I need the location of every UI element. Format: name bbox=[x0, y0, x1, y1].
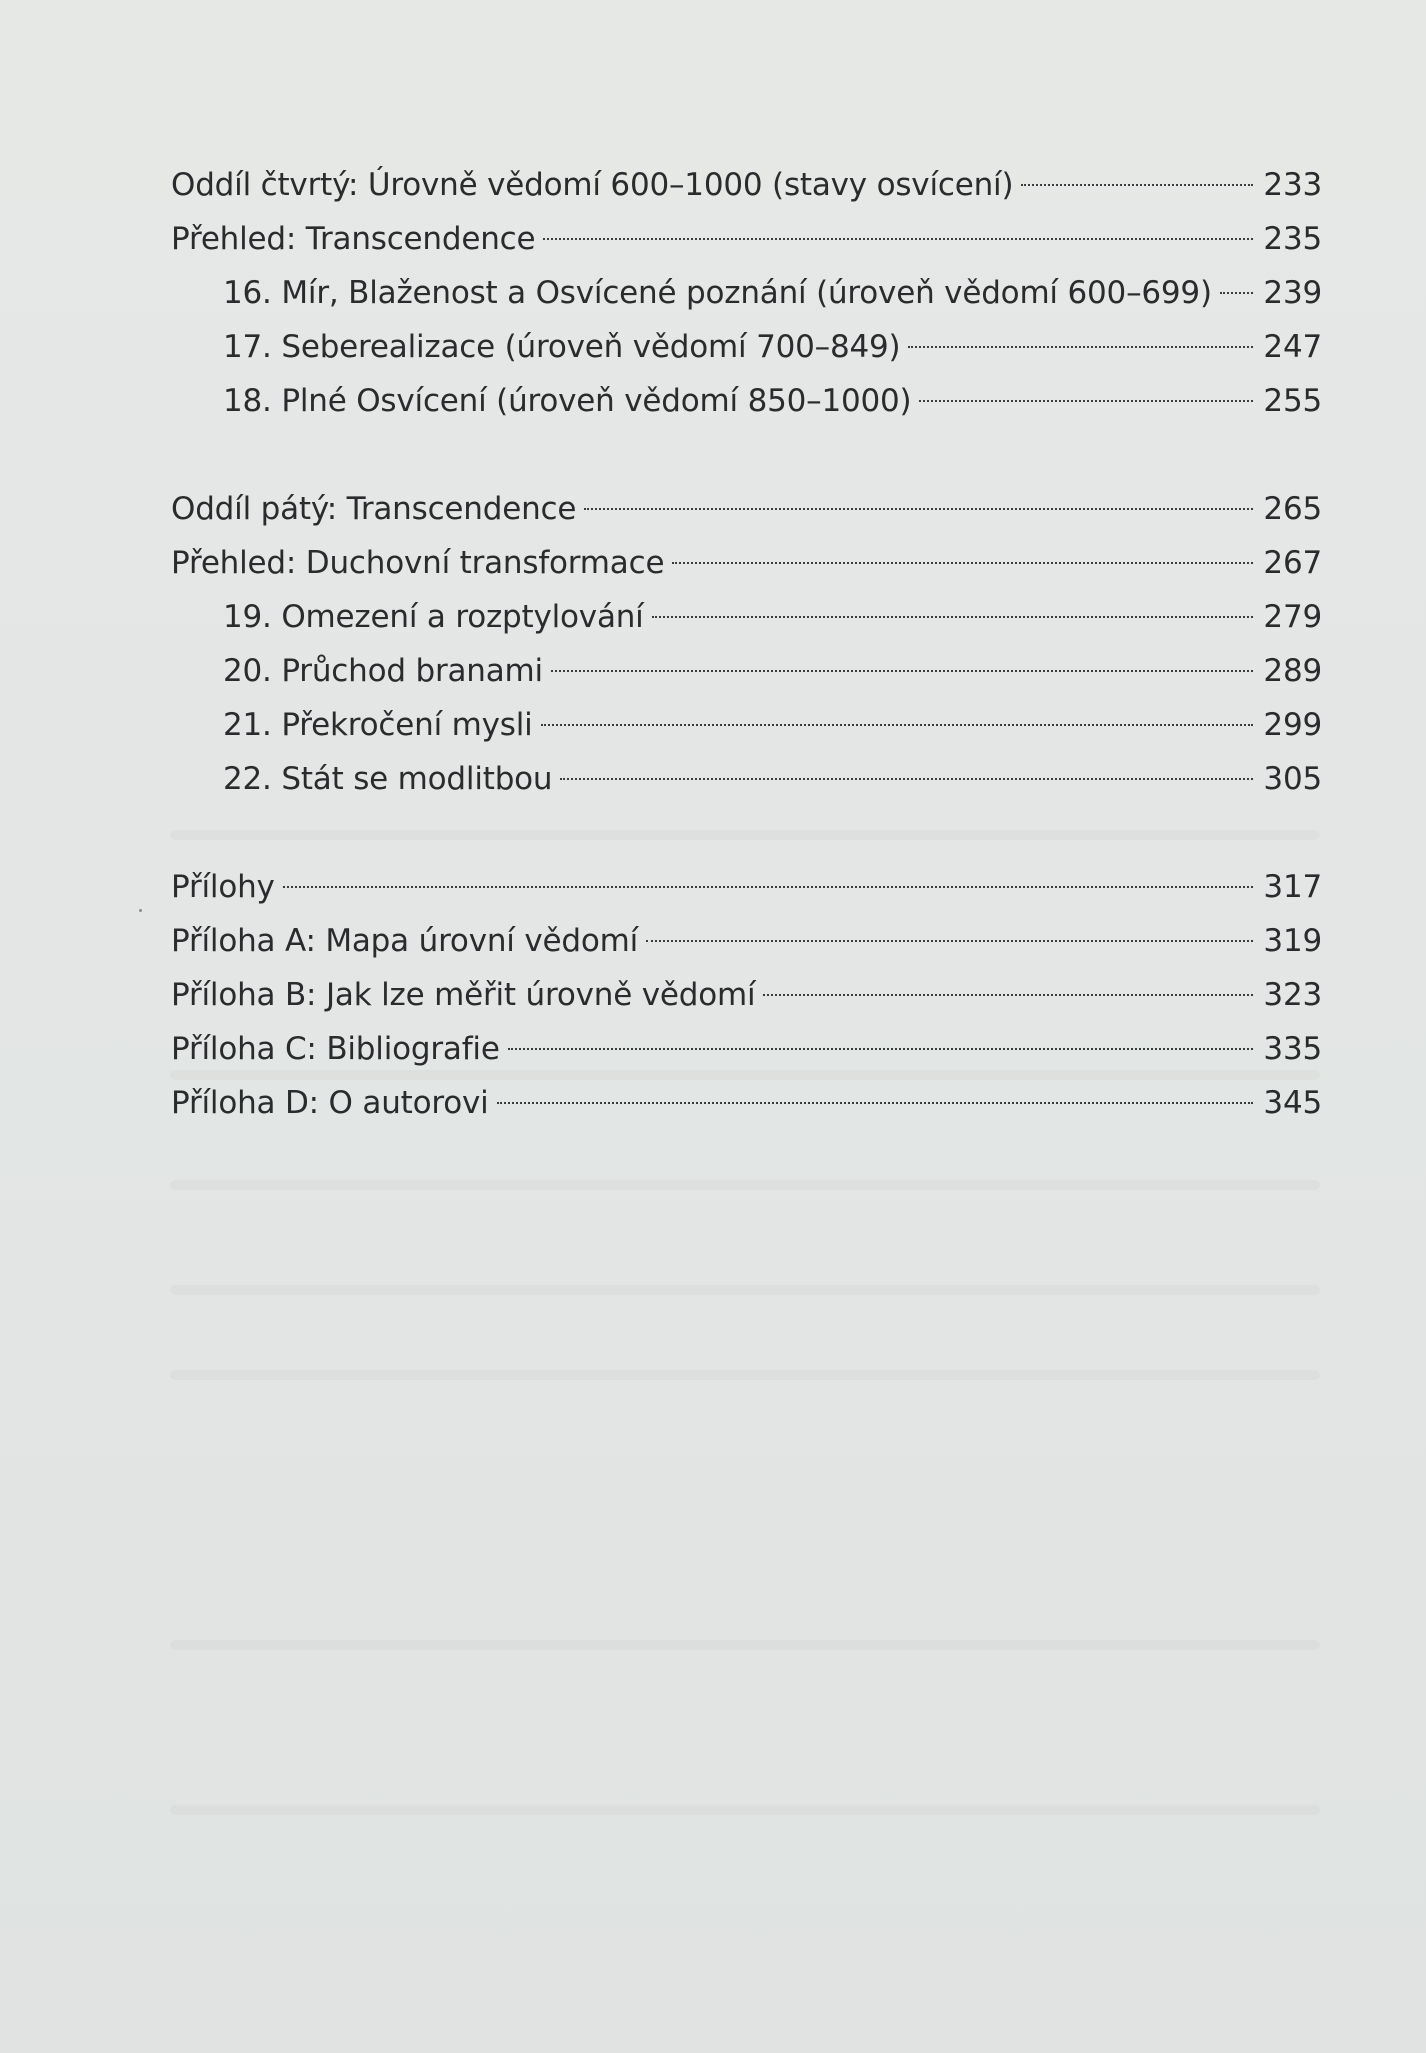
toc-entry-title: Přílohy bbox=[171, 869, 275, 905]
dot-leader bbox=[283, 886, 1254, 888]
dot-leader bbox=[497, 1102, 1254, 1104]
toc-entry bbox=[171, 644, 1322, 698]
toc-section-appendices bbox=[171, 860, 1322, 1130]
toc-entry-title: Oddíl pátý: Transcendence bbox=[171, 491, 577, 527]
toc-entry bbox=[171, 320, 1322, 374]
dot-leader bbox=[584, 508, 1253, 510]
dot-leader bbox=[551, 670, 1253, 672]
show-through-line bbox=[170, 1285, 1320, 1295]
toc-section-part-five bbox=[171, 482, 1322, 806]
toc-entry-page: 317 bbox=[1263, 869, 1322, 905]
show-through-line bbox=[170, 1370, 1320, 1380]
toc-entry-page: 239 bbox=[1263, 275, 1322, 311]
toc-entry-page: 247 bbox=[1263, 329, 1322, 365]
show-through-line bbox=[170, 1640, 1320, 1650]
toc-entry-page: 289 bbox=[1263, 653, 1322, 689]
toc-entry bbox=[171, 914, 1322, 968]
dot-leader bbox=[541, 724, 1254, 726]
toc-entry-title: 19. Omezení a rozptylování bbox=[223, 599, 644, 635]
toc-entry-page: 345 bbox=[1263, 1085, 1322, 1121]
toc-entry bbox=[171, 752, 1322, 806]
toc-entry-page: 235 bbox=[1263, 221, 1322, 257]
toc-entry-page: 267 bbox=[1263, 545, 1322, 581]
toc-entry bbox=[171, 158, 1322, 212]
toc-entry-title: 16. Mír, Blaženost a Osvícené poznání (úroveň vědomí 600–699) bbox=[223, 275, 1212, 311]
toc-entry-title: Přehled: Transcendence bbox=[171, 221, 536, 257]
dot-leader bbox=[763, 994, 1253, 996]
toc-entry-title: 22. Stát se modlitbou bbox=[223, 761, 553, 797]
toc-entry-page: 319 bbox=[1263, 923, 1322, 959]
toc-entry bbox=[171, 482, 1322, 536]
dot-leader bbox=[543, 238, 1253, 240]
toc-entry bbox=[171, 266, 1322, 320]
toc-entry-page: 233 bbox=[1263, 167, 1322, 203]
toc-entry-title: Příloha D: O autorovi bbox=[171, 1085, 489, 1121]
toc-entry-page: 323 bbox=[1263, 977, 1322, 1013]
toc-entry-title: Oddíl čtvrtý: Úrovně vědomí 600–1000 (stavy osvícení) bbox=[171, 167, 1014, 203]
toc-entry bbox=[171, 1076, 1322, 1130]
paper-speck bbox=[139, 909, 142, 912]
dot-leader bbox=[908, 346, 1253, 348]
toc-entry-page: 299 bbox=[1263, 707, 1322, 743]
toc-entry-title: 17. Seberealizace (úroveň vědomí 700–849) bbox=[223, 329, 901, 365]
table-of-contents bbox=[171, 158, 1322, 1184]
toc-entry bbox=[171, 860, 1322, 914]
dot-leader bbox=[919, 400, 1253, 402]
toc-entry-page: 335 bbox=[1263, 1031, 1322, 1067]
toc-entry bbox=[171, 590, 1322, 644]
toc-entry bbox=[171, 1022, 1322, 1076]
toc-entry-title: 18. Plné Osvícení (úroveň vědomí 850–1000) bbox=[223, 383, 912, 419]
toc-entry-page: 279 bbox=[1263, 599, 1322, 635]
toc-entry bbox=[171, 374, 1322, 428]
toc-entry bbox=[171, 212, 1322, 266]
toc-entry-title: Přehled: Duchovní transformace bbox=[171, 545, 665, 581]
dot-leader bbox=[652, 616, 1254, 618]
toc-entry-page: 255 bbox=[1263, 383, 1322, 419]
toc-entry-title: Příloha A: Mapa úrovní vědomí bbox=[171, 923, 639, 959]
toc-entry-page: 305 bbox=[1263, 761, 1322, 797]
show-through-line bbox=[170, 1805, 1320, 1815]
dot-leader bbox=[508, 1048, 1254, 1050]
dot-leader bbox=[560, 778, 1253, 780]
toc-entry bbox=[171, 968, 1322, 1022]
dot-leader bbox=[646, 940, 1253, 942]
toc-entry-title: Příloha C: Bibliografie bbox=[171, 1031, 500, 1067]
dot-leader bbox=[1021, 184, 1253, 186]
toc-entry bbox=[171, 536, 1322, 590]
toc-entry bbox=[171, 698, 1322, 752]
toc-entry-title: 20. Průchod branami bbox=[223, 653, 543, 689]
toc-entry-page: 265 bbox=[1263, 491, 1322, 527]
toc-entry-title: Příloha B: Jak lze měřit úrovně vědomí bbox=[171, 977, 756, 1013]
dot-leader bbox=[1220, 292, 1254, 294]
dot-leader bbox=[672, 562, 1253, 564]
toc-entry-title: 21. Překročení mysli bbox=[223, 707, 533, 743]
toc-section-part-four bbox=[171, 158, 1322, 428]
